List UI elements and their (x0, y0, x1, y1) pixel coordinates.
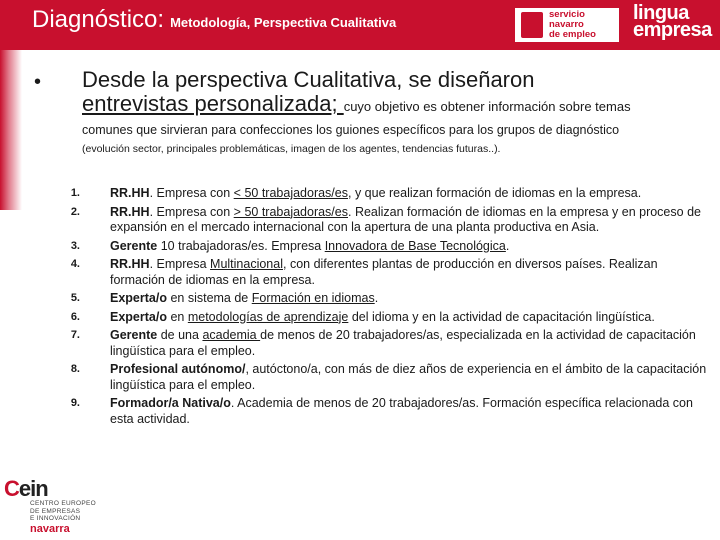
cein-line4: navarra (30, 522, 70, 535)
list-item (60, 310, 710, 326)
list-item-number: 6. (70, 310, 80, 323)
list-item-text: Profesional autónomo/, autóctono/a, con más de diez años de experiencia en el ámbito de la capacitación lingüística para el empleo. (110, 362, 707, 392)
cein-wordmark (4, 478, 100, 500)
list-item-number: 2. (70, 205, 80, 218)
list-item-number: 5. (70, 292, 80, 304)
list-item-number: 8. (70, 363, 80, 375)
list-item (60, 239, 710, 255)
list-item-text: RR.HH. Empresa con > 50 trabajadoras/es. Realizan formación de idiomas en la empresa y en proceso de expansión en el mercado internacional con la apertura de una planta productiva en Asia. (110, 204, 701, 234)
intro-emphasis: entrevistas personalizada; (82, 91, 344, 116)
list-item (60, 328, 710, 359)
intro-line4: (evolución sector, principales problemáticas, imagen de los agentes, tendencias futuras..). (82, 143, 501, 155)
list-item-number: 3. (70, 239, 80, 252)
title-main: Diagnóstico: (32, 6, 165, 33)
intro-line3: comunes que sirvieran para confecciones los guiones específicos para los grupos de diagnóstico (82, 123, 620, 137)
list-item (60, 186, 710, 202)
profile-list (60, 186, 710, 427)
intro-line2-rest: cuyo objetivo es obtener información sobre temas (343, 99, 631, 114)
servicio-navarro-empleo-logo (515, 8, 619, 42)
logo-sne-line3: de empleo (549, 29, 596, 40)
list-item-number: 1. (70, 187, 80, 199)
slide-title (32, 6, 396, 34)
left-accent-band (0, 50, 22, 210)
list-item-number: 9. (70, 397, 80, 409)
list-item (60, 205, 710, 236)
list-item-text: Experta/o en metodologías de aprendizaje del idioma y en la actividad de capacitación lingüística. (110, 309, 655, 324)
list-item-number: 7. (70, 329, 80, 341)
cein-line3: E INNOVACIÓN (30, 515, 81, 522)
intro-line1: Desde la perspectiva Cualitativa, se diseñaron (82, 67, 535, 92)
list-item (60, 291, 710, 307)
lingua-empresa-logo (633, 2, 712, 41)
list-item-text: Formador/a Nativa/o. Academia de menos de 20 trabajadores/as. Formación específica relacionada con esta actividad. (110, 396, 693, 426)
list-item (60, 257, 710, 288)
list-item (60, 396, 710, 427)
title-sub: Metodología, Perspectiva Cualitativa (170, 15, 397, 30)
logo-sne-line1: servicio (549, 9, 585, 20)
cein-line1: CENTRO EUROPEO (30, 500, 96, 507)
list-item-text: Experta/o en sistema de Formación en idiomas. (110, 291, 379, 305)
logo-le-line2: empresa (633, 19, 712, 41)
header-bar (0, 0, 720, 50)
cein-c: C (4, 476, 19, 501)
list-item-number: 4. (70, 258, 80, 270)
bullet-marker: • (34, 71, 42, 93)
list-item-text: RR.HH. Empresa Multinacional, con diferentes plantas de producción en diversos países. Realizan formación de idiomas en la empresa. (110, 257, 658, 287)
list-item-text: Gerente de una academia de menos de 20 trabajadores/as, especializada en la actividad de capacitación lingüística para el empleo. (110, 328, 696, 358)
intro-line2 (82, 92, 712, 119)
intro-paragraph (82, 68, 712, 156)
logo-sne-line2: navarro (549, 19, 584, 30)
shield-icon (521, 12, 543, 38)
cein-logo (4, 478, 100, 538)
list-item-text: RR.HH. Empresa con < 50 trabajadoras/es, y que realizan formación de idiomas en la empresa. (110, 186, 642, 200)
cein-line2: DE EMPRESAS (30, 507, 81, 515)
logo-le-line1: lingua (633, 2, 689, 24)
list-item (60, 362, 710, 393)
cein-rest: ein (18, 476, 48, 501)
list-item-text: Gerente 10 trabajadoras/es. Empresa Innovadora de Base Tecnológica. (110, 238, 510, 253)
